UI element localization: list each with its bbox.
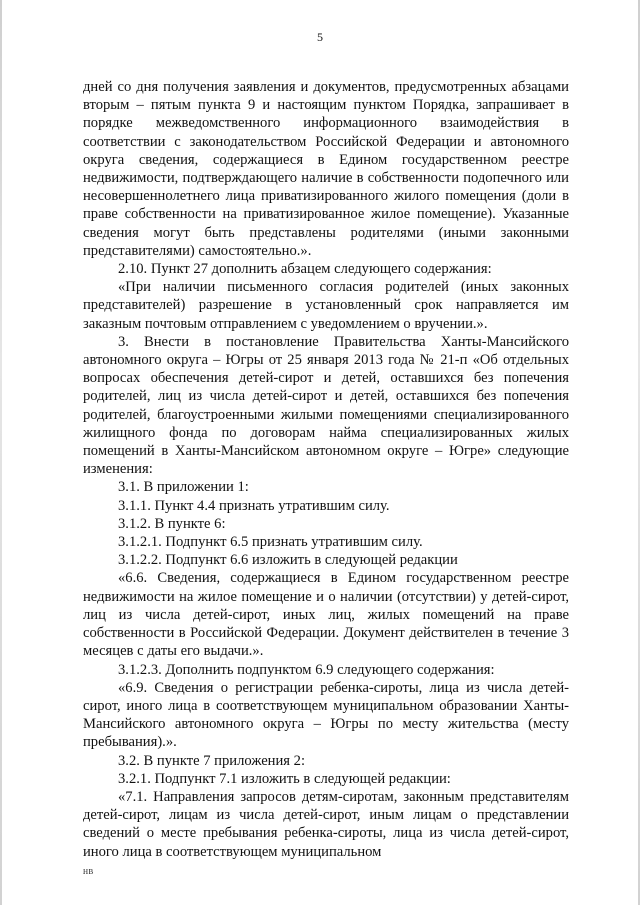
paragraph-3-1-2: 3.1.2. В пункте 6: (118, 515, 226, 532)
paragraph-continuation: дней со дня получения заявления и документов, предусмотренных абзацами вторым – пятым пункта 9 и настоящим пунктом Порядка, запрашивает в порядке межведомственного информационного взаимодействия в соответствии с законодательством Российской Федерации и автономного округа сведения, содержащиеся в Едином государственном реестре недвижимости, подтверждающего наличие в собственности подопечного или несовершеннолетнего лица приватизированного жилого помещения (доли в праве собственности на приватизированное жилое помещение). Указанные сведения могут быть представлены родителями (иными законными представителями) самостоятельно.». (83, 79, 569, 259)
paragraph-3-2-1: 3.2.1. Подпункт 7.1 изложить в следующей редакции: (118, 770, 451, 787)
paragraph-2-10: 2.10. Пункт 27 дополнить абзацем следующего содержания: (118, 261, 492, 278)
paragraph-3-1-2-2: 3.1.2.2. Подпункт 6.6 изложить в следующей редакции (118, 552, 458, 569)
paragraph-quote-7-1: «7.1. Направления запросов детям-сиротам, законным представителям детей-сирот, лицам из числа детей-сирот, иным лицам о представлении сведений о месте пребывания ребенка-сироты, лица из числа детей-сирот, иного лица в соответствующем муниципальном (83, 788, 569, 860)
paragraph-3-1-2-1: 3.1.2.1. Подпункт 6.5 признать утратившим силу. (118, 534, 423, 551)
paragraph-3-1-2-3: 3.1.2.3. Дополнить подпунктом 6.9 следующего содержания: (118, 661, 495, 678)
paragraph-quote-6-6: «6.6. Сведения, содержащиеся в Едином государственном реестре недвижимости на жилое помещение и о наличии (отсутствии) у детей-сирот, лиц из числа детей-сирот, иных лиц, жилых помещений на праве собственности в Российской Федерации. Документ действителен в течение 3 месяцев с даты его выдачи.». (83, 570, 569, 660)
document-body (83, 78, 569, 861)
paragraph-quote-6-9: «6.9. Сведения о регистрации ребенка-сироты, лица из числа детей-сирот, иного лица в соответствующем муниципальном образовании Ханты-Мансийского автономного округа – Югры по месту жительства (месту пребывания).». (83, 679, 569, 751)
paragraph-3-1-1: 3.1.1. Пункт 4.4 признать утратившим силу. (118, 497, 390, 514)
paragraph-quote-consent: «При наличии письменного согласия родителей (иных законных представителей) разрешение в установленный срок направляется им заказным почтовым отправлением с уведомлением о вручении.». (83, 279, 569, 332)
scan-edge-left (0, 0, 2, 905)
paragraph-3-1: 3.1. В приложении 1: (118, 479, 249, 496)
paragraph-3: 3. Внести в постановление Правительства Ханты-Мансийского автономного округа – Югры от 25 января 2013 года № 21-п «Об отдельных вопросах обеспечения детей-сирот и детей, оставшихся без попечения родителей, лиц из числа детей-сирот и детей, оставшихся без попечения родителей, благоустроенными жилыми помещениями специализированного жилищного фонда по договорам найма специализированных жилых помещений в Ханты-Мансийском автономном округе – Югре» следующие изменения: (83, 333, 569, 478)
paragraph-3-2: 3.2. В пункте 7 приложения 2: (118, 752, 306, 769)
footer-mark: НВ (83, 868, 94, 876)
page-number: 5 (317, 30, 323, 44)
